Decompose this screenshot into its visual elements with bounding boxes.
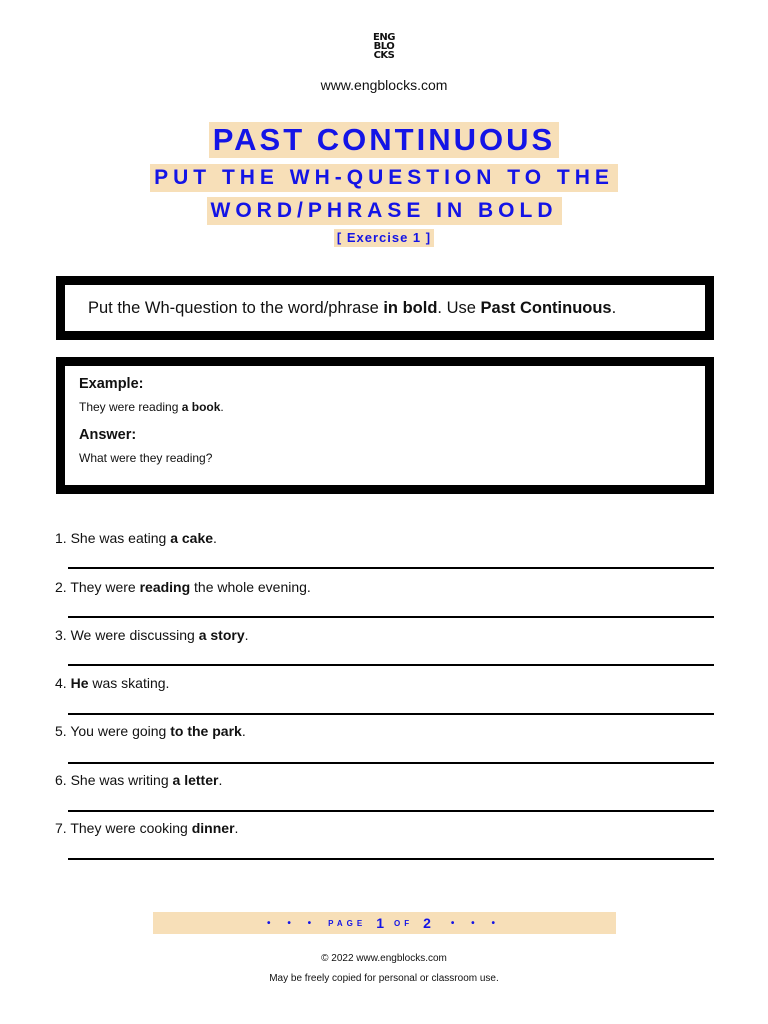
instruction-suffix: . bbox=[611, 298, 617, 317]
instruction-prefix: Put the Wh-question to the word/phrase bbox=[88, 298, 384, 317]
example-bold: a book bbox=[181, 400, 221, 414]
logo-line: CKS bbox=[373, 50, 395, 61]
exercise-wrapper bbox=[0, 229, 768, 247]
question-pre: She was eating bbox=[70, 530, 171, 546]
question-pre: She was writing bbox=[70, 772, 173, 788]
question-number: 4. bbox=[55, 675, 67, 691]
logo-line: BLO bbox=[373, 41, 395, 52]
question-pre: We were discussing bbox=[70, 627, 199, 643]
question-bold: a cake bbox=[170, 530, 214, 546]
footer-note: May be freely copied for personal or classroom use. bbox=[269, 973, 499, 984]
exercise-label: [ Exercise 1 ] bbox=[334, 229, 434, 247]
pagination-dots-left: • • • bbox=[267, 917, 319, 929]
instruction-middle: . Use bbox=[437, 298, 481, 317]
answer-line[interactable] bbox=[68, 810, 714, 812]
question-number: 6. bbox=[55, 772, 67, 788]
page-title: PAST CONTINUOUS bbox=[209, 122, 559, 158]
page-current: 1 bbox=[376, 915, 384, 931]
question-post: . bbox=[213, 530, 217, 546]
question-number: 2. bbox=[55, 579, 67, 595]
example-suffix: . bbox=[220, 400, 224, 414]
question-bold: reading bbox=[139, 579, 191, 595]
question-post: . bbox=[218, 772, 223, 788]
of-label: OF bbox=[393, 918, 414, 928]
example-label: Example: bbox=[79, 376, 144, 392]
instruction-bold-2: Past Continuous bbox=[480, 298, 612, 317]
question-pre: You were going bbox=[70, 723, 171, 739]
question-number: 5. bbox=[55, 723, 67, 739]
example-sentence bbox=[79, 400, 705, 414]
page-label: PAGE bbox=[328, 918, 367, 928]
answer-line[interactable] bbox=[68, 762, 714, 764]
question-item bbox=[55, 530, 217, 546]
question-bold: a story bbox=[198, 627, 245, 643]
question-bold: dinner bbox=[191, 820, 235, 836]
subtitle-line-2: WORD/PHRASE IN BOLD bbox=[207, 197, 562, 225]
answer-label: Answer: bbox=[79, 427, 137, 443]
answer-line[interactable] bbox=[68, 858, 714, 860]
engblocks-logo bbox=[369, 33, 399, 60]
footer-copyright: © 2022 www.engblocks.com bbox=[321, 953, 447, 964]
question-pre: They were cooking bbox=[70, 820, 192, 836]
question-bold: He bbox=[70, 675, 89, 691]
example-box bbox=[56, 357, 714, 494]
question-post: the whole evening. bbox=[190, 579, 311, 595]
question-bold: a letter bbox=[172, 772, 219, 788]
answer-line[interactable] bbox=[68, 616, 714, 618]
question-item bbox=[55, 579, 311, 595]
pagination-bar bbox=[153, 912, 616, 934]
question-item bbox=[55, 772, 222, 788]
question-number: 1. bbox=[55, 530, 67, 546]
site-url: www.engblocks.com bbox=[320, 77, 448, 93]
answer-line[interactable] bbox=[68, 567, 714, 569]
question-pre: They were bbox=[70, 579, 140, 595]
answer-line[interactable] bbox=[68, 713, 714, 715]
pagination-dots-right: • • • bbox=[450, 917, 502, 929]
question-item bbox=[55, 723, 246, 739]
question-post: . bbox=[234, 820, 239, 836]
question-bold: to the park bbox=[170, 723, 242, 739]
title-wrapper bbox=[0, 122, 768, 158]
logo-line: ENG bbox=[373, 32, 395, 43]
example-prefix: They were reading bbox=[79, 400, 182, 414]
page-total: 2 bbox=[423, 915, 431, 931]
subtitle-wrapper bbox=[0, 197, 768, 225]
subtitle-line-1: PUT THE WH-QUESTION TO THE bbox=[150, 164, 618, 192]
question-item bbox=[55, 820, 238, 836]
instruction-bold-1: in bold bbox=[383, 298, 438, 317]
answer-sentence: What were they reading? bbox=[79, 451, 213, 465]
question-post: . bbox=[241, 723, 246, 739]
instruction-box bbox=[56, 276, 714, 340]
question-number: 7. bbox=[55, 820, 67, 836]
subtitle-wrapper bbox=[0, 164, 768, 192]
question-post: . bbox=[244, 627, 249, 643]
question-post: was skating. bbox=[88, 675, 170, 691]
question-number: 3. bbox=[55, 627, 67, 643]
question-item bbox=[55, 675, 169, 691]
answer-line[interactable] bbox=[68, 664, 714, 666]
instruction-text bbox=[88, 299, 616, 318]
question-item bbox=[55, 627, 249, 643]
